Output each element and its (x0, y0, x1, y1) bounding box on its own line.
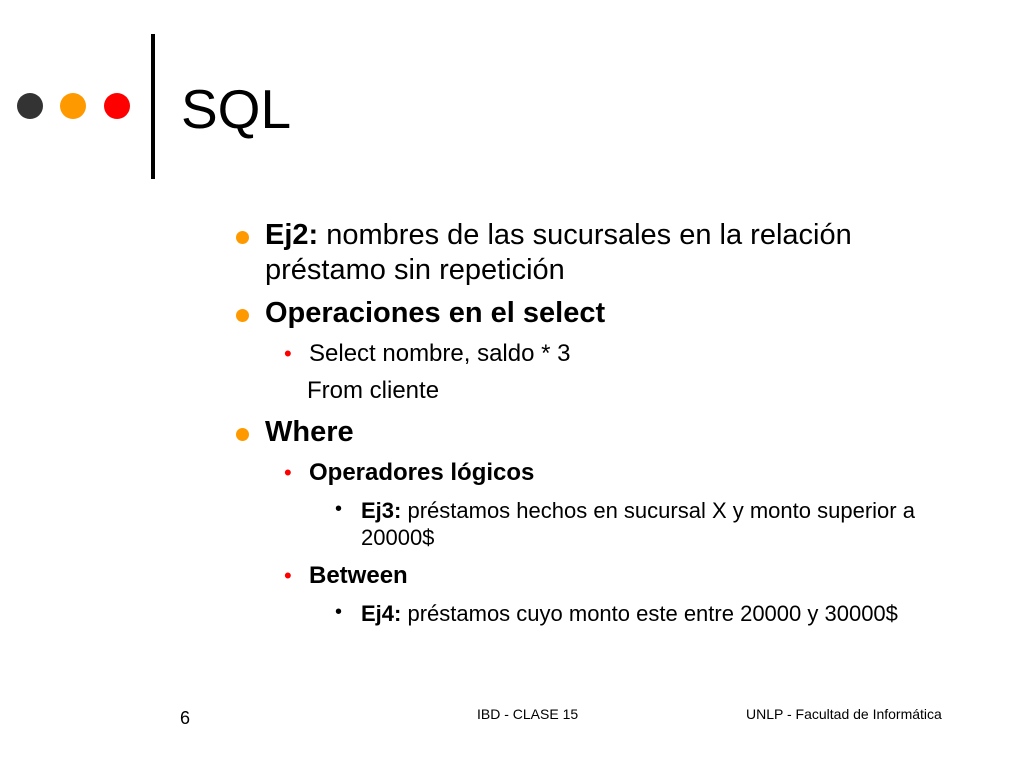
slide-content (230, 218, 915, 637)
sub-bullet-select (230, 339, 910, 405)
where-heading: Where (265, 416, 354, 448)
title-divider (151, 34, 155, 179)
select-line-1: Select nombre, saldo * 3 (309, 340, 571, 367)
red-bullet-icon: • (284, 460, 292, 485)
bullet-ej2 (230, 218, 910, 288)
sub-sub-bullet-ej3 (230, 497, 921, 551)
operaciones-heading: Operaciones en el select (265, 297, 606, 329)
bullet-where (230, 415, 910, 450)
sub-bullet-between (230, 561, 910, 590)
ej3-text: préstamos hechos en sucursal X y monto superior a 20000$ (361, 498, 915, 550)
page-number: 6 (180, 708, 191, 728)
sub-bullet-operadores (230, 458, 910, 487)
red-bullet-icon: • (284, 563, 292, 588)
ej4-text: préstamos cuyo monto este entre 20000 y 30000$ (401, 601, 898, 626)
footer-course: IBD - CLASE 15 (477, 706, 579, 722)
slide-title: SQL (181, 78, 292, 140)
orange-bullet-icon (236, 309, 249, 322)
orange-dot-decoration (60, 93, 86, 119)
orange-bullet-icon (236, 428, 249, 441)
between-heading: Between (309, 562, 408, 589)
sub-sub-bullet-ej4 (230, 600, 921, 627)
ej2-label: Ej2: (265, 219, 319, 251)
red-dot-decoration (104, 93, 130, 119)
ej2-text: nombres de las sucursales en la relación préstamo sin repetición (265, 219, 852, 286)
footer-institution: UNLP - Facultad de Informática (746, 706, 942, 722)
operadores-heading: Operadores lógicos (309, 459, 535, 486)
bullet-operaciones (230, 296, 910, 331)
ej4-label: Ej4: (361, 601, 402, 626)
black-bullet-icon: • (335, 498, 343, 520)
orange-bullet-icon (236, 231, 249, 244)
select-line-2: From cliente (307, 377, 440, 404)
black-bullet-icon: • (335, 601, 343, 623)
red-bullet-icon: • (284, 341, 292, 366)
ej3-label: Ej3: (361, 498, 402, 523)
dark-dot-decoration (17, 93, 43, 119)
